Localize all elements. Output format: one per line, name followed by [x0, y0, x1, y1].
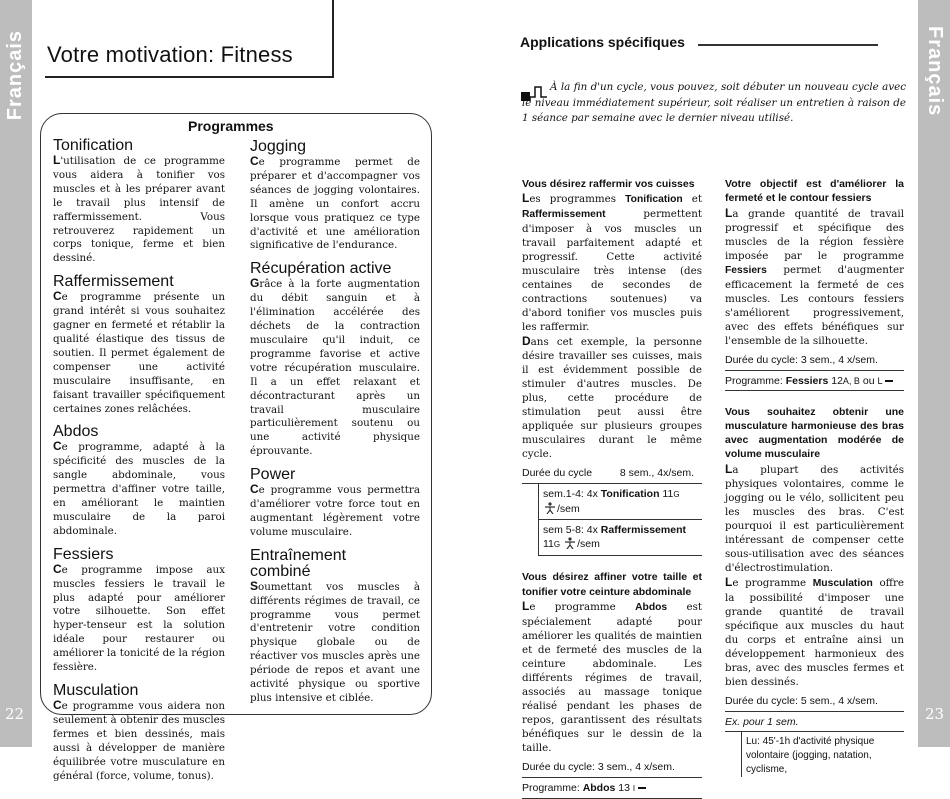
- side-tab-right: [918, 0, 950, 747]
- programme-text: [53, 563, 225, 675]
- drop-cap: L: [53, 153, 61, 167]
- fessiers-paragraph: [725, 206, 904, 348]
- programme-raffermissement: [53, 274, 225, 416]
- fessiers-programme: [725, 371, 904, 391]
- program-name: Abdos: [635, 601, 668, 613]
- harmonieuse-duree: Durée du cycle: 5 sem., 4 x/sem.: [725, 694, 904, 712]
- drop-cap: L: [522, 598, 530, 613]
- program-number: 11: [543, 538, 554, 551]
- program-name: Fessiers: [785, 374, 829, 387]
- programme-text: [53, 154, 225, 266]
- harmonieuse-paragraph-2: [725, 575, 904, 689]
- program-level: I: [632, 783, 636, 793]
- drop-cap: C: [53, 698, 62, 712]
- drop-cap: S: [250, 578, 259, 593]
- programme-heading: Entraînement combiné: [250, 546, 347, 580]
- text: sem.1-4: 4x: [543, 488, 601, 501]
- fessiers-duree: Durée du cycle: 3 sem., 4 x/sem.: [725, 353, 904, 371]
- programme-body: e programme vous aidera non seulement à obtenir des muscles fermes et bien dessinés, mais aussi à développer de manière équilibrée votre musculature en général (force, volume, tonus).: [53, 700, 225, 782]
- section-heading-harmonieuse: Vous souhaitez obtenir une musculature harmonieuse des bras avec augmentation modérée de volume musculaire: [725, 405, 904, 461]
- programme-entrainement-combine: [250, 548, 420, 706]
- harmonieuse-paragraph-1: [725, 462, 904, 575]
- page-title: Votre motivation: Fitness: [47, 42, 293, 67]
- programme-tonification: [53, 138, 225, 266]
- title-vertical-rule: [332, 0, 334, 78]
- level-icon: [563, 537, 577, 549]
- drop-cap: C: [53, 289, 62, 304]
- text: /sem: [577, 538, 600, 551]
- applications-right-column: [725, 177, 904, 777]
- level-icon: [543, 502, 557, 514]
- cuisses-duree: [522, 466, 702, 484]
- text: sem 5-8: 4x: [543, 524, 601, 537]
- programme-body: e programme vous permettra d'améliorer votre force tout en augmentant légèrement votre volume musculaire.: [250, 484, 420, 538]
- programme-jogging: [250, 139, 420, 253]
- text: et: [682, 193, 702, 206]
- program-name: Fessiers: [725, 264, 767, 276]
- program-name: Raffermissement: [600, 524, 686, 537]
- text: ans cet exemple, la personne désire travailler ses cuisses, mais il est évidemment possible de stimuler d'autres muscles. De plus, cette procédure de stimulation peut aussi être appliquée sur plusieurs groupes musculaires durant le même cycle.: [522, 336, 702, 461]
- programme-text: [53, 440, 225, 538]
- programme-text: [53, 699, 225, 783]
- duree-value: 8 sem., 4x/sem.: [619, 467, 694, 480]
- programmes-right-column: [250, 139, 420, 714]
- drop-cap: L: [725, 205, 733, 220]
- programme-text: [250, 277, 420, 459]
- program-name: Abdos: [582, 781, 616, 794]
- program-name: Tonification: [625, 194, 683, 206]
- program-name: Raffermissement: [522, 209, 606, 221]
- page-number-right: 23: [925, 705, 945, 723]
- programme-heading: Tonification: [53, 137, 134, 154]
- programme-power: [250, 467, 420, 540]
- text: es programmes: [529, 193, 626, 206]
- cuisses-paragraph-2: [522, 334, 702, 461]
- programme-body: râce à la forte augmentation du débit sanguin et à l'élimination accélérée des déchets de la contraction musculaire qu'il induit, ce programme favorise et active votre récupération musculaire. Il a un effet relaxant et décontracturant après un travail musculaire particulièrement soutenu ou une activité physique éprouvante.: [250, 278, 420, 458]
- programme-musculation: [53, 683, 225, 783]
- section-heading-taille: Vous désirez affiner votre taille et tonifier votre ceinture abdominale: [522, 571, 702, 598]
- title-underline: [45, 76, 334, 78]
- programme-recuperation: [250, 261, 420, 459]
- programme-heading: Raffermissement: [53, 273, 174, 291]
- drop-cap: L: [522, 191, 530, 206]
- programme-body: 'utilisation de ce programme vous aidera à tonifier vos muscles et à les préparer avant le travail plus intensif de raffermissement. Vous retrouverez rapidement un corps tonique, ferme et bien dessiné.: [53, 155, 225, 265]
- taille-paragraph: [522, 599, 702, 755]
- level-bar-icon: [638, 787, 646, 789]
- drop-cap: D: [522, 334, 531, 349]
- programme-text: [250, 155, 420, 253]
- programme-text: [250, 580, 420, 706]
- side-tab-left: [0, 0, 32, 747]
- cuisses-step-1: [538, 484, 702, 520]
- cuisses-step-2: [538, 520, 702, 556]
- drop-cap: C: [250, 482, 259, 497]
- program-level: G: [673, 490, 680, 500]
- program-levels: A, B: [842, 375, 860, 386]
- programme-heading: Récupération active: [250, 260, 392, 278]
- section-heading-fessiers: Votre objectif est d'améliorer la fermeté et le contour fessiers: [725, 178, 904, 205]
- programme-heading: Musculation: [53, 682, 139, 699]
- programme-heading: Power: [250, 466, 296, 484]
- programme-fessiers: [53, 547, 225, 675]
- programme-heading: Abdos: [53, 423, 99, 441]
- text: est spécialement adapté pour améliorer les qualités de maintien et de fermeté des muscles de la ceinture abdominale. Les différents régimes de travail, associés au massage tonique réalisé pendant les phases de repos, garantissent des résultats bénéfiques sur le dessin de la taille.: [522, 600, 702, 754]
- language-label: Français: [4, 30, 26, 121]
- duree-label: Durée du cycle: [522, 467, 593, 480]
- taille-duree: Durée du cycle: 3 sem., 4 x/sem.: [522, 760, 702, 778]
- programme-heading: Jogging: [250, 138, 307, 155]
- text: offre la possibilité d'imposer une grande quantité de travail spécifique aux muscles du haut du corps et entraîne ainsi un développement harmonieux des bras, avec des muscles fermes et bien dessinés.: [725, 576, 904, 688]
- harmonieuse-lundi: Lu: 45'-1h d'activité physique volontaire (jogging, natation, cyclisme,: [741, 732, 904, 777]
- section-heading-cuisses: Vous désirez raffermir vos cuisses: [522, 178, 695, 190]
- programmes-title: Programmes: [188, 118, 274, 134]
- text: Programme:: [522, 781, 583, 794]
- programme-text: [53, 290, 225, 416]
- programmes-left-column: [53, 138, 225, 791]
- applications-intro: À la fin d'un cycle, vous pouvez, soit débuter un nouveau cycle avec le niveau immédiatement supérieur, soit réaliser un entretien à raison de 1 séance par semaine avec le dernier niveau utilisé.: [522, 81, 906, 124]
- language-label: Français: [924, 26, 946, 117]
- applications-left-column: [522, 177, 702, 799]
- drop-cap: C: [53, 561, 62, 576]
- program-number: 11: [659, 488, 674, 501]
- cuisses-paragraph-1: [522, 191, 702, 334]
- programme-body: e programme, adapté à la spécificité des muscles de la sangle abdominale, vous permettra d'affiner votre taille, en améliorant le maintien musculaire de la paroi abdominale.: [53, 441, 225, 537]
- page-number-left: 22: [5, 705, 25, 723]
- programme-abdos: [53, 424, 225, 538]
- program-name: Tonification: [600, 488, 660, 501]
- programme-body: e programme permet de préparer et d'accompagner vos séances de jogging volontaires. Il amène un confort accru lorsque vous pratiquez ce type d'activité et une amélioration significative de l'endurance.: [250, 156, 420, 252]
- program-name: Musculation: [812, 577, 873, 589]
- drop-cap: C: [53, 439, 62, 454]
- drop-cap: L: [725, 574, 733, 589]
- applications-title: Applications spécifiques: [520, 34, 685, 50]
- level-bar-icon: [885, 380, 893, 382]
- text: e programme: [529, 600, 636, 613]
- text: permettent d'imposer à vos muscles un travail parfaitement adapté et progressif. Cette activité musculaire très intense (des centaines de secondes de contractions soutenues) va d'abord tonifier vos muscles puis les raffermir.: [522, 208, 702, 334]
- taille-programme: [522, 778, 702, 799]
- program-level: L: [877, 375, 883, 386]
- text: a plupart des activités physiques volontaires, comme le jogging ou le vélo, sollicitent peu les muscles des bras. C'est pourquoi il est particulièrement intéressant de compenser cette sous-utilisation avec des séances d'électrostimulation.: [725, 463, 904, 574]
- programme-body: oumettant vos muscles à différents régimes de travail, ce programme vous permet d'entretenir votre condition physique globale ou de réactiver vos muscles après une période de repos et avant une activité physique ou sportive plus intensive et ciblée.: [250, 580, 420, 704]
- programme-text: [250, 483, 420, 540]
- text: ou: [859, 374, 878, 387]
- text: a grande quantité de travail progressif et spécifique des muscles de la région fessière imposée par le programme: [725, 207, 904, 262]
- text: permet d'augmenter efficacement la fermeté de ces muscles. Les contours fessiers s'améliorent progressivement, avec des effets bénéfiques sur l'ensemble de la silhouette.: [725, 263, 904, 347]
- drop-cap: G: [250, 276, 260, 291]
- text: e programme: [732, 576, 813, 589]
- text: Programme:: [725, 374, 786, 387]
- drop-cap: C: [250, 154, 259, 168]
- applications-title-rule: [698, 44, 878, 46]
- programme-body: e programme présente un grand intérêt si vous souhaitez gagner en fermeté et rétablir la qualité élastique des tissus de soutien. Il permet également de compenser une activité musculaire insuffisante, en faisant travailler spécifiquement certaines zones relâchées.: [53, 291, 225, 415]
- programme-body: e programme impose aux muscles fessiers le travail le plus adapté pour améliorer votre silhouette. Son effet hyper-tenseur est la solution idéale pour restaurer ou améliorer la tonicité de la région fessière.: [53, 563, 225, 674]
- program-level: G: [553, 540, 561, 550]
- programme-heading: Fessiers: [53, 545, 114, 563]
- program-number: 13: [615, 781, 633, 794]
- harmonieuse-example: Ex. pour 1 sem.: [725, 712, 904, 732]
- program-number: 12: [828, 374, 843, 387]
- text: /sem: [557, 503, 580, 516]
- drop-cap: L: [725, 461, 733, 476]
